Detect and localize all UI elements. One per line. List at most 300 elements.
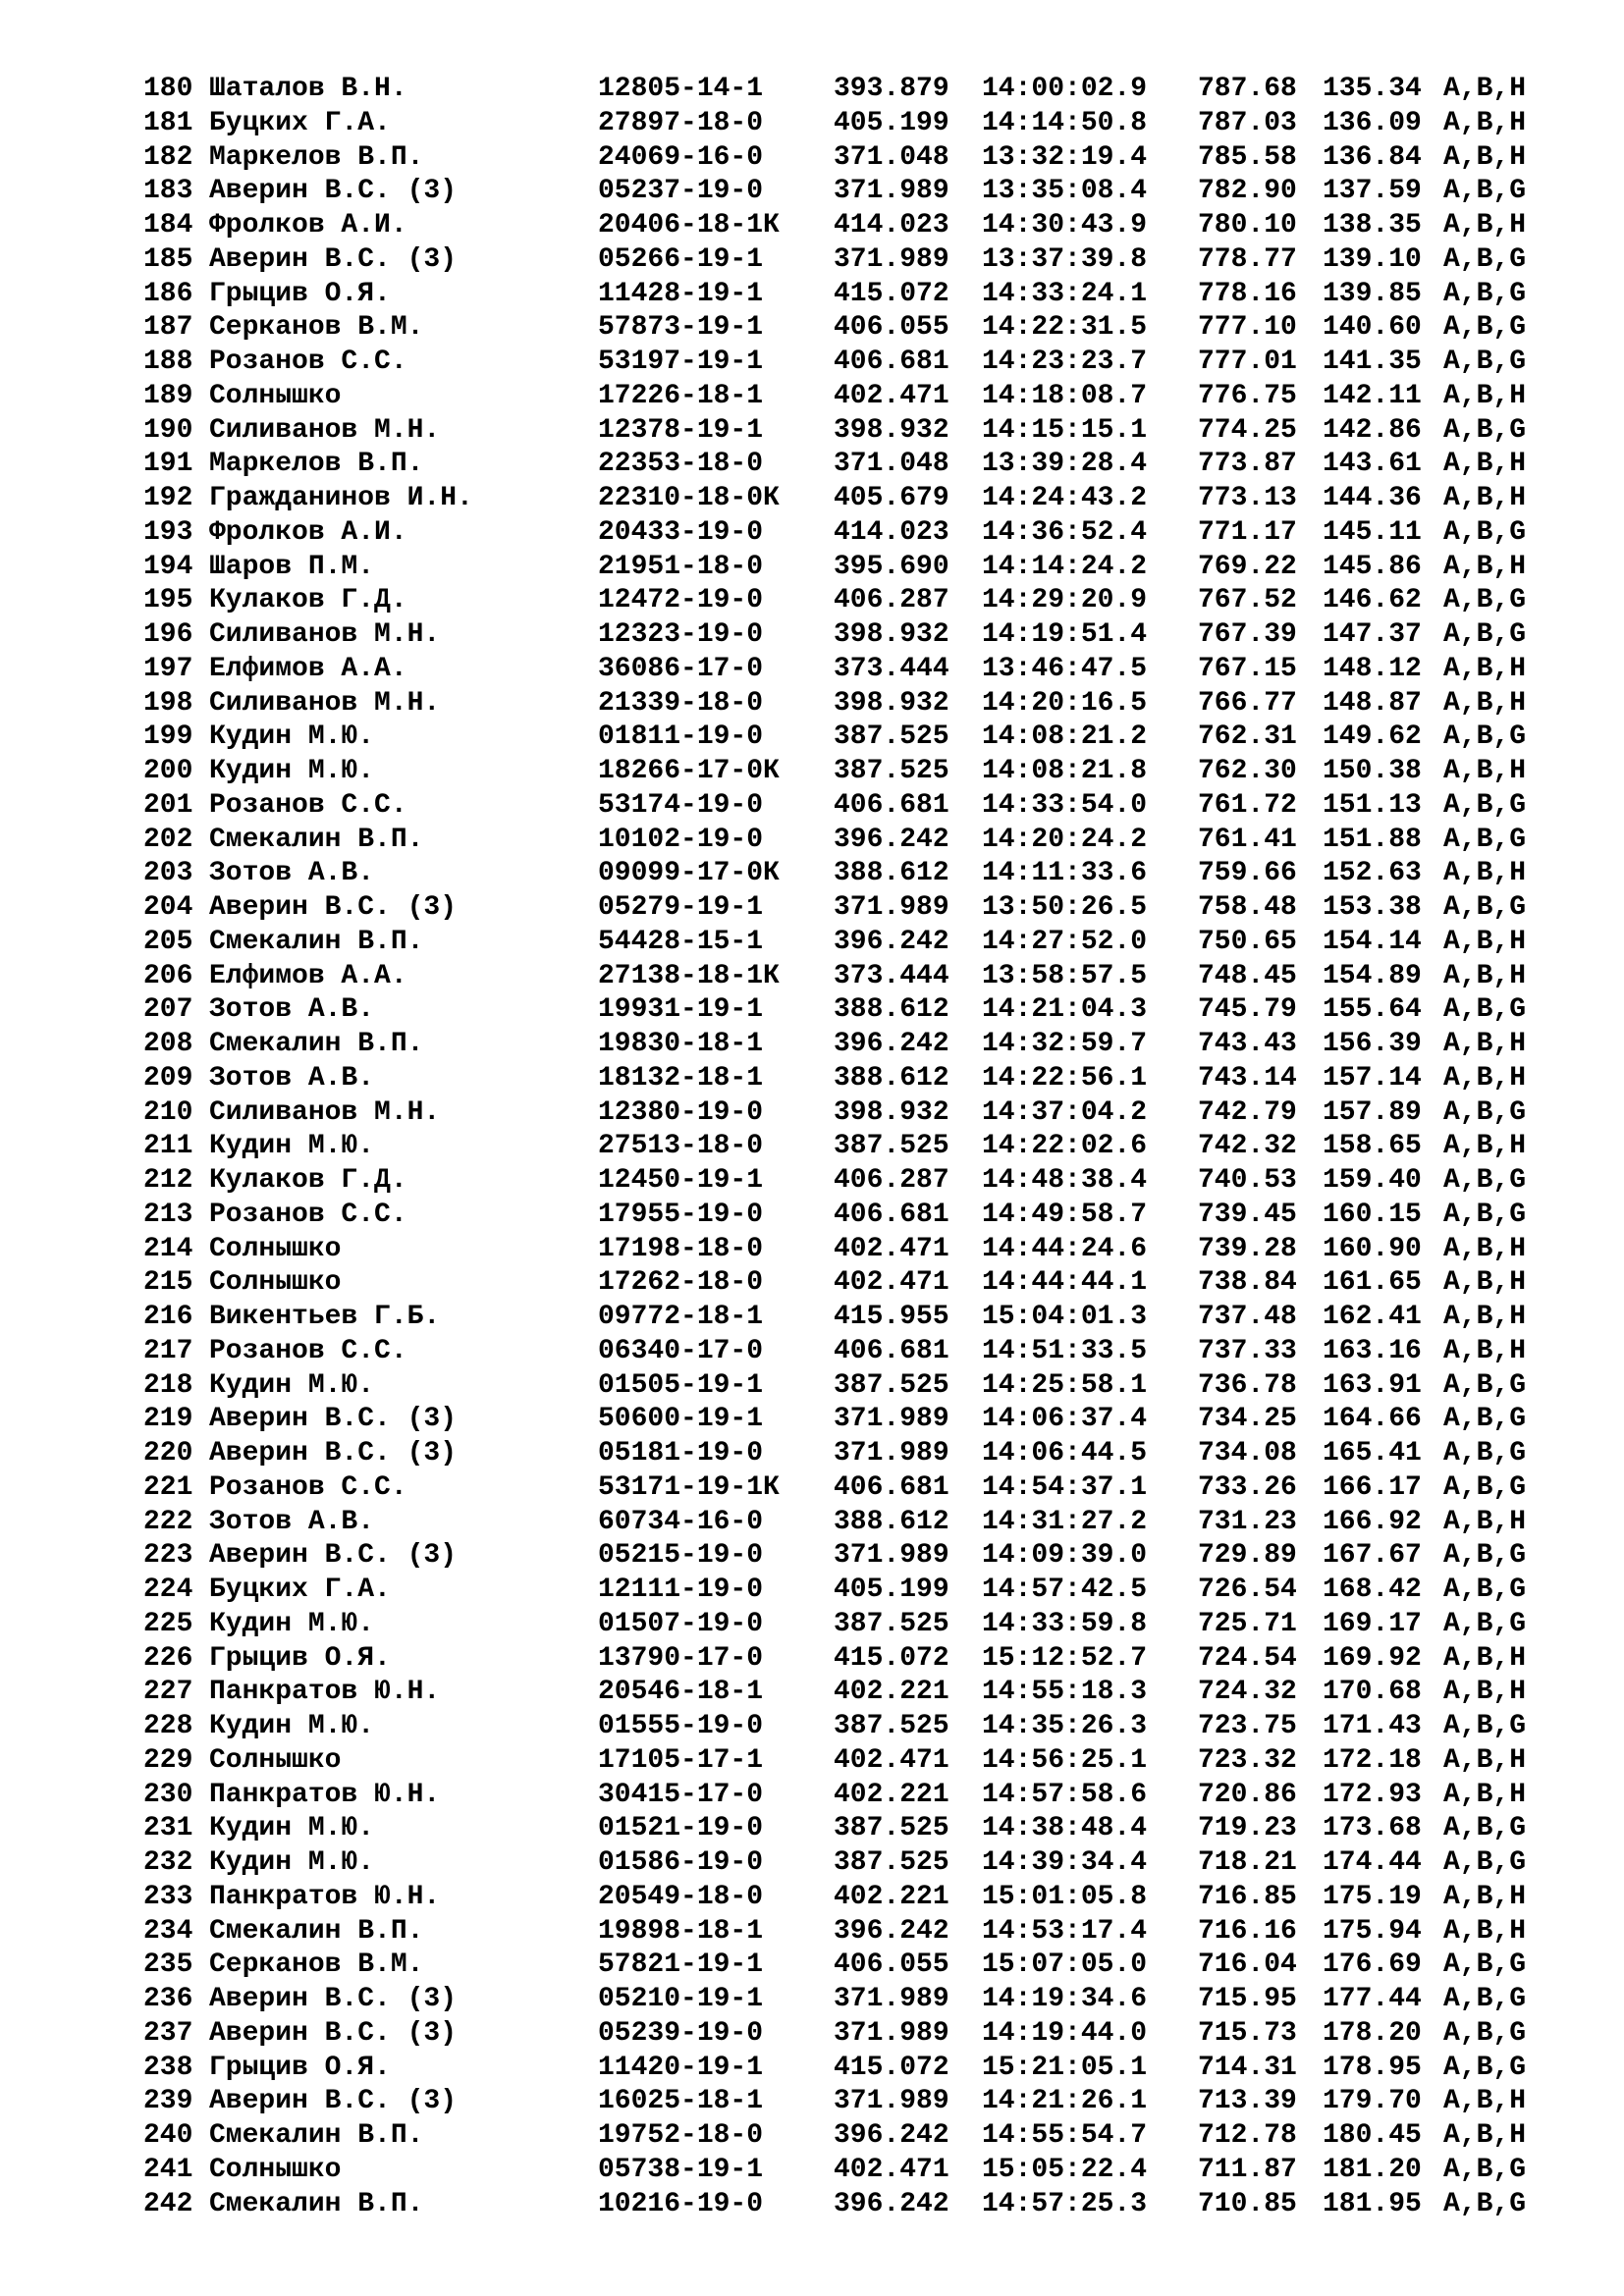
- place-cell: 240: [143, 2120, 193, 2151]
- arrival-time-cell: 15:12:52.7: [982, 1642, 1148, 1674]
- arrival-time-cell: 14:22:02.6: [982, 1131, 1148, 1162]
- table-row: [143, 1266, 1526, 1301]
- participant-name-cell: Кудин М.Ю.: [209, 1608, 375, 1639]
- table-row: [143, 2119, 1526, 2154]
- place-cell: 205: [143, 926, 193, 957]
- ring-number-cell: 05738-19-1: [598, 2154, 764, 2185]
- table-row: [143, 551, 1526, 585]
- groups-cell: A,B,H: [1443, 653, 1527, 684]
- speed-cell: 737.48: [1198, 1302, 1297, 1332]
- coefficient-cell: 148.87: [1323, 687, 1422, 719]
- arrival-time-cell: 13:58:57.5: [982, 960, 1148, 991]
- participant-name-cell: Грыцив О.Я.: [209, 1642, 391, 1674]
- distance-cell: 405.199: [834, 1575, 949, 1605]
- arrival-time-cell: 14:55:18.3: [982, 1677, 1148, 1708]
- arrival-time-cell: 14:25:58.1: [982, 1369, 1148, 1401]
- coefficient-cell: 159.40: [1323, 1165, 1422, 1196]
- groups-cell: A,B,G: [1443, 176, 1527, 207]
- ring-number-cell: 19830-18-1: [598, 1029, 764, 1059]
- distance-cell: 387.525: [834, 1847, 949, 1878]
- ring-number-cell: 19931-19-1: [598, 994, 764, 1026]
- groups-cell: A,B,H: [1443, 756, 1527, 786]
- coefficient-cell: 170.68: [1323, 1677, 1422, 1708]
- participant-name-cell: Буцких Г.А.: [209, 1575, 391, 1605]
- arrival-time-cell: 14:33:54.0: [982, 789, 1148, 821]
- place-cell: 227: [143, 1677, 193, 1708]
- place-cell: 223: [143, 1540, 193, 1572]
- arrival-time-cell: 14:57:58.6: [982, 1779, 1148, 1810]
- participant-name-cell: Кулаков Г.Д.: [209, 1165, 407, 1196]
- participant-name-cell: Кудин М.Ю.: [209, 1847, 375, 1878]
- arrival-time-cell: 14:56:25.1: [982, 1744, 1148, 1776]
- ring-number-cell: 24069-16-0: [598, 141, 764, 173]
- participant-name-cell: Аверин В.С. (3): [209, 2086, 458, 2117]
- distance-cell: 402.471: [834, 2154, 949, 2185]
- results-table: [143, 73, 1526, 2221]
- distance-cell: 398.932: [834, 414, 949, 446]
- ring-number-cell: 17198-18-0: [598, 1233, 764, 1264]
- ring-number-cell: 20433-19-0: [598, 516, 764, 548]
- distance-cell: 387.525: [834, 721, 949, 753]
- distance-cell: 398.932: [834, 619, 949, 650]
- ring-number-cell: 53174-19-0: [598, 789, 764, 821]
- participant-name-cell: Кудин М.Ю.: [209, 1131, 375, 1162]
- speed-cell: 714.31: [1198, 2052, 1297, 2083]
- groups-cell: A,B,H: [1443, 1302, 1527, 1332]
- participant-name-cell: Аверин В.С. (3): [209, 1404, 458, 1435]
- distance-cell: 406.055: [834, 1949, 949, 1981]
- speed-cell: 724.54: [1198, 1642, 1297, 1674]
- arrival-time-cell: 14:08:21.8: [982, 756, 1148, 786]
- table-row: [143, 1574, 1526, 1608]
- ring-number-cell: 57873-19-1: [598, 312, 764, 344]
- participant-name-cell: Панкратов Ю.Н.: [209, 1881, 441, 1912]
- table-row: [143, 1471, 1526, 1506]
- ring-number-cell: 05237-19-0: [598, 176, 764, 207]
- participant-name-cell: Грыцив О.Я.: [209, 278, 391, 309]
- distance-cell: 387.525: [834, 1813, 949, 1844]
- table-row: [143, 1710, 1526, 1744]
- groups-cell: A,B,H: [1443, 551, 1527, 582]
- arrival-time-cell: 14:19:44.0: [982, 2017, 1148, 2049]
- table-row: [143, 516, 1526, 551]
- place-cell: 206: [143, 960, 193, 991]
- groups-cell: A,B,G: [1443, 1540, 1527, 1572]
- distance-cell: 387.525: [834, 756, 949, 786]
- arrival-time-cell: 13:46:47.5: [982, 653, 1148, 684]
- table-row: [143, 687, 1526, 721]
- table-row: [143, 1403, 1526, 1437]
- participant-name-cell: Елфимов А.А.: [209, 653, 407, 684]
- table-row: [143, 1096, 1526, 1131]
- speed-cell: 723.75: [1198, 1711, 1297, 1741]
- groups-cell: A,B,G: [1443, 1369, 1527, 1401]
- distance-cell: 387.525: [834, 1369, 949, 1401]
- groups-cell: A,B,G: [1443, 1471, 1527, 1503]
- place-cell: 213: [143, 1199, 193, 1230]
- distance-cell: 402.221: [834, 1881, 949, 1912]
- groups-cell: A,B,G: [1443, 2154, 1527, 2185]
- ring-number-cell: 05266-19-1: [598, 243, 764, 275]
- arrival-time-cell: 14:33:24.1: [982, 278, 1148, 309]
- groups-cell: A,B,G: [1443, 789, 1527, 821]
- distance-cell: 396.242: [834, 2188, 949, 2219]
- participant-name-cell: Шаров П.М.: [209, 551, 375, 582]
- table-row: [143, 891, 1526, 926]
- ring-number-cell: 12323-19-0: [598, 619, 764, 650]
- participant-name-cell: Солнышко: [209, 380, 342, 411]
- table-row: [143, 1062, 1526, 1096]
- ring-number-cell: 10102-19-0: [598, 824, 764, 855]
- coefficient-cell: 181.20: [1323, 2154, 1422, 2185]
- table-row: [143, 721, 1526, 755]
- coefficient-cell: 174.44: [1323, 1847, 1422, 1878]
- distance-cell: 371.989: [834, 2086, 949, 2117]
- arrival-time-cell: 15:01:05.8: [982, 1881, 1148, 1912]
- table-row: [143, 311, 1526, 346]
- arrival-time-cell: 14:27:52.0: [982, 926, 1148, 957]
- table-row: [143, 1130, 1526, 1164]
- participant-name-cell: Кулаков Г.Д.: [209, 585, 407, 616]
- coefficient-cell: 163.91: [1323, 1369, 1422, 1401]
- ring-number-cell: 60734-16-0: [598, 1506, 764, 1537]
- ring-number-cell: 27897-18-0: [598, 107, 764, 138]
- table-row: [143, 926, 1526, 960]
- place-cell: 236: [143, 1984, 193, 2014]
- ring-number-cell: 01521-19-0: [598, 1813, 764, 1844]
- participant-name-cell: Буцких Г.А.: [209, 107, 391, 138]
- groups-cell: A,B,G: [1443, 2188, 1527, 2219]
- groups-cell: A,B,H: [1443, 1744, 1527, 1776]
- table-row: [143, 107, 1526, 141]
- place-cell: 180: [143, 74, 193, 104]
- table-row: [143, 584, 1526, 618]
- distance-cell: 402.471: [834, 1233, 949, 1264]
- ring-number-cell: 54428-15-1: [598, 926, 764, 957]
- ring-number-cell: 05239-19-0: [598, 2017, 764, 2049]
- speed-cell: 745.79: [1198, 994, 1297, 1026]
- coefficient-cell: 169.92: [1323, 1642, 1422, 1674]
- speed-cell: 734.25: [1198, 1404, 1297, 1435]
- place-cell: 183: [143, 176, 193, 207]
- place-cell: 189: [143, 380, 193, 411]
- speed-cell: 762.30: [1198, 756, 1297, 786]
- speed-cell: 743.14: [1198, 1062, 1297, 1094]
- speed-cell: 733.26: [1198, 1471, 1297, 1503]
- speed-cell: 748.45: [1198, 960, 1297, 991]
- participant-name-cell: Панкратов Ю.Н.: [209, 1677, 441, 1708]
- place-cell: 218: [143, 1369, 193, 1401]
- participant-name-cell: Кудин М.Ю.: [209, 1813, 375, 1844]
- ring-number-cell: 19898-18-1: [598, 1915, 764, 1947]
- coefficient-cell: 180.45: [1323, 2120, 1422, 2151]
- participant-name-cell: Панкратов Ю.Н.: [209, 1779, 441, 1810]
- table-row: [143, 618, 1526, 653]
- arrival-time-cell: 14:31:27.2: [982, 1506, 1148, 1537]
- distance-cell: 387.525: [834, 1608, 949, 1639]
- table-row: [143, 175, 1526, 209]
- participant-name-cell: Аверин В.С. (3): [209, 176, 458, 207]
- place-cell: 209: [143, 1062, 193, 1094]
- groups-cell: A,B,H: [1443, 74, 1527, 104]
- ring-number-cell: 27513-18-0: [598, 1131, 764, 1162]
- speed-cell: 774.25: [1198, 414, 1297, 446]
- coefficient-cell: 179.70: [1323, 2086, 1422, 2117]
- participant-name-cell: Викентьев Г.Б.: [209, 1302, 441, 1332]
- speed-cell: 773.13: [1198, 483, 1297, 513]
- arrival-time-cell: 14:14:24.2: [982, 551, 1148, 582]
- participant-name-cell: Зотов А.В.: [209, 994, 375, 1026]
- coefficient-cell: 151.88: [1323, 824, 1422, 855]
- distance-cell: 371.048: [834, 141, 949, 173]
- participant-name-cell: Смекалин В.П.: [209, 1029, 424, 1059]
- coefficient-cell: 144.36: [1323, 483, 1422, 513]
- place-cell: 211: [143, 1131, 193, 1162]
- speed-cell: 726.54: [1198, 1575, 1297, 1605]
- place-cell: 229: [143, 1744, 193, 1776]
- speed-cell: 777.01: [1198, 347, 1297, 377]
- table-row: [143, 1744, 1526, 1779]
- table-row: [143, 1506, 1526, 1540]
- table-row: [143, 2085, 1526, 2119]
- coefficient-cell: 169.17: [1323, 1608, 1422, 1639]
- coefficient-cell: 168.42: [1323, 1575, 1422, 1605]
- coefficient-cell: 173.68: [1323, 1813, 1422, 1844]
- place-cell: 232: [143, 1847, 193, 1878]
- distance-cell: 406.681: [834, 1335, 949, 1366]
- coefficient-cell: 147.37: [1323, 619, 1422, 650]
- table-row: [143, 1164, 1526, 1199]
- arrival-time-cell: 14:19:34.6: [982, 1984, 1148, 2014]
- place-cell: 234: [143, 1915, 193, 1947]
- arrival-time-cell: 15:07:05.0: [982, 1949, 1148, 1981]
- groups-cell: A,B,H: [1443, 1062, 1527, 1094]
- coefficient-cell: 146.62: [1323, 585, 1422, 616]
- groups-cell: A,B,H: [1443, 141, 1527, 173]
- place-cell: 184: [143, 210, 193, 240]
- coefficient-cell: 139.10: [1323, 243, 1422, 275]
- place-cell: 193: [143, 516, 193, 548]
- speed-cell: 767.15: [1198, 653, 1297, 684]
- participant-name-cell: Силиванов М.Н.: [209, 1096, 441, 1128]
- arrival-time-cell: 14:06:44.5: [982, 1438, 1148, 1468]
- ring-number-cell: 18132-18-1: [598, 1062, 764, 1094]
- coefficient-cell: 149.62: [1323, 721, 1422, 753]
- arrival-time-cell: 14:36:52.4: [982, 516, 1148, 548]
- speed-cell: 782.90: [1198, 176, 1297, 207]
- table-row: [143, 414, 1526, 449]
- participant-name-cell: Грыцив О.Я.: [209, 2052, 391, 2083]
- speed-cell: 785.58: [1198, 141, 1297, 173]
- coefficient-cell: 137.59: [1323, 176, 1422, 207]
- place-cell: 239: [143, 2086, 193, 2117]
- groups-cell: A,B,H: [1443, 1915, 1527, 1947]
- place-cell: 235: [143, 1949, 193, 1981]
- speed-cell: 758.48: [1198, 892, 1297, 923]
- arrival-time-cell: 14:09:39.0: [982, 1540, 1148, 1572]
- speed-cell: 710.85: [1198, 2188, 1297, 2219]
- participant-name-cell: Серканов В.М.: [209, 312, 424, 344]
- coefficient-cell: 175.19: [1323, 1881, 1422, 1912]
- table-row: [143, 2017, 1526, 2052]
- arrival-time-cell: 14:53:17.4: [982, 1915, 1148, 1947]
- arrival-time-cell: 14:21:04.3: [982, 994, 1148, 1026]
- ring-number-cell: 50600-19-1: [598, 1404, 764, 1435]
- table-row: [143, 1335, 1526, 1369]
- ring-number-cell: 19752-18-0: [598, 2120, 764, 2151]
- groups-cell: A,B,H: [1443, 210, 1527, 240]
- groups-cell: A,B,H: [1443, 687, 1527, 719]
- coefficient-cell: 157.89: [1323, 1096, 1422, 1128]
- ring-number-cell: 16025-18-1: [598, 2086, 764, 2117]
- distance-cell: 393.879: [834, 74, 949, 104]
- distance-cell: 415.072: [834, 2052, 949, 2083]
- table-row: [143, 789, 1526, 824]
- participant-name-cell: Силиванов М.Н.: [209, 414, 441, 446]
- groups-cell: A,B,H: [1443, 483, 1527, 513]
- ring-number-cell: 05279-19-1: [598, 892, 764, 923]
- ring-number-cell: 11420-19-1: [598, 2052, 764, 2083]
- ring-number-cell: 05215-19-0: [598, 1540, 764, 1572]
- participant-name-cell: Кудин М.Ю.: [209, 756, 375, 786]
- groups-cell: A,B,H: [1443, 1779, 1527, 1810]
- coefficient-cell: 172.93: [1323, 1779, 1422, 1810]
- coefficient-cell: 176.69: [1323, 1949, 1422, 1981]
- table-row: [143, 1608, 1526, 1642]
- table-row: [143, 73, 1526, 107]
- speed-cell: 719.23: [1198, 1813, 1297, 1844]
- coefficient-cell: 175.94: [1323, 1915, 1422, 1947]
- coefficient-cell: 166.92: [1323, 1506, 1422, 1537]
- place-cell: 195: [143, 585, 193, 616]
- ring-number-cell: 53197-19-1: [598, 347, 764, 377]
- place-cell: 230: [143, 1779, 193, 1810]
- groups-cell: A,B,G: [1443, 1199, 1527, 1230]
- arrival-time-cell: 14:37:04.2: [982, 1096, 1148, 1128]
- speed-cell: 739.28: [1198, 1233, 1297, 1264]
- distance-cell: 406.287: [834, 1165, 949, 1196]
- arrival-time-cell: 14:55:54.7: [982, 2120, 1148, 2151]
- place-cell: 210: [143, 1096, 193, 1128]
- groups-cell: A,B,G: [1443, 1984, 1527, 2014]
- groups-cell: A,B,H: [1443, 1029, 1527, 1059]
- ring-number-cell: 21951-18-0: [598, 551, 764, 582]
- table-row: [143, 2188, 1526, 2222]
- arrival-time-cell: 14:33:59.8: [982, 1608, 1148, 1639]
- table-row: [143, 755, 1526, 789]
- distance-cell: 398.932: [834, 1096, 949, 1128]
- distance-cell: 371.989: [834, 176, 949, 207]
- table-row: [143, 1301, 1526, 1335]
- coefficient-cell: 140.60: [1323, 312, 1422, 344]
- ring-number-cell: 30415-17-0: [598, 1779, 764, 1810]
- arrival-time-cell: 14:30:43.9: [982, 210, 1148, 240]
- ring-number-cell: 11428-19-1: [598, 278, 764, 309]
- speed-cell: 742.79: [1198, 1096, 1297, 1128]
- table-row: [143, 960, 1526, 994]
- distance-cell: 402.471: [834, 380, 949, 411]
- distance-cell: 402.471: [834, 1744, 949, 1776]
- speed-cell: 712.78: [1198, 2120, 1297, 2151]
- speed-cell: 731.23: [1198, 1506, 1297, 1537]
- distance-cell: 371.989: [834, 2017, 949, 2049]
- distance-cell: 405.199: [834, 107, 949, 138]
- groups-cell: A,B,G: [1443, 1575, 1527, 1605]
- speed-cell: 716.85: [1198, 1881, 1297, 1912]
- coefficient-cell: 165.41: [1323, 1438, 1422, 1468]
- ring-number-cell: 17262-18-0: [598, 1267, 764, 1299]
- participant-name-cell: Зотов А.В.: [209, 1506, 375, 1537]
- arrival-time-cell: 13:39:28.4: [982, 449, 1148, 480]
- coefficient-cell: 148.12: [1323, 653, 1422, 684]
- place-cell: 216: [143, 1302, 193, 1332]
- groups-cell: A,B,G: [1443, 892, 1527, 923]
- speed-cell: 734.08: [1198, 1438, 1297, 1468]
- place-cell: 222: [143, 1506, 193, 1537]
- speed-cell: 750.65: [1198, 926, 1297, 957]
- participant-name-cell: Смекалин В.П.: [209, 2120, 424, 2151]
- place-cell: 203: [143, 858, 193, 889]
- groups-cell: A,B,G: [1443, 2052, 1527, 2083]
- groups-cell: A,B,G: [1443, 824, 1527, 855]
- participant-name-cell: Розанов С.С.: [209, 1335, 407, 1366]
- distance-cell: 415.072: [834, 278, 949, 309]
- table-row: [143, 380, 1526, 414]
- speed-cell: 767.39: [1198, 619, 1297, 650]
- arrival-time-cell: 14:57:25.3: [982, 2188, 1148, 2219]
- participant-name-cell: Маркелов В.П.: [209, 449, 424, 480]
- coefficient-cell: 152.63: [1323, 858, 1422, 889]
- participant-name-cell: Солнышко: [209, 1267, 342, 1299]
- table-row: [143, 1676, 1526, 1710]
- place-cell: 181: [143, 107, 193, 138]
- participant-name-cell: Смекалин В.П.: [209, 824, 424, 855]
- speed-cell: 766.77: [1198, 687, 1297, 719]
- speed-cell: 737.33: [1198, 1335, 1297, 1366]
- groups-cell: A,B,H: [1443, 1131, 1527, 1162]
- ring-number-cell: 05181-19-0: [598, 1438, 764, 1468]
- participant-name-cell: Розанов С.С.: [209, 1471, 407, 1503]
- ring-number-cell: 17955-19-0: [598, 1199, 764, 1230]
- distance-cell: 371.989: [834, 1438, 949, 1468]
- place-cell: 190: [143, 414, 193, 446]
- table-row: [143, 141, 1526, 176]
- groups-cell: A,B,H: [1443, 2086, 1527, 2117]
- groups-cell: A,B,H: [1443, 1506, 1527, 1537]
- ring-number-cell: 17105-17-1: [598, 1744, 764, 1776]
- coefficient-cell: 145.86: [1323, 551, 1422, 582]
- arrival-time-cell: 14:35:26.3: [982, 1711, 1148, 1741]
- ring-number-cell: 17226-18-1: [598, 380, 764, 411]
- coefficient-cell: 156.39: [1323, 1029, 1422, 1059]
- ring-number-cell: 06340-17-0: [598, 1335, 764, 1366]
- distance-cell: 371.048: [834, 449, 949, 480]
- distance-cell: 387.525: [834, 1131, 949, 1162]
- place-cell: 192: [143, 483, 193, 513]
- speed-cell: 742.32: [1198, 1131, 1297, 1162]
- arrival-time-cell: 13:50:26.5: [982, 892, 1148, 923]
- ring-number-cell: 12380-19-0: [598, 1096, 764, 1128]
- speed-cell: 715.95: [1198, 1984, 1297, 2014]
- participant-name-cell: Шаталов В.Н.: [209, 74, 407, 104]
- groups-cell: A,B,G: [1443, 1711, 1527, 1741]
- coefficient-cell: 158.65: [1323, 1131, 1422, 1162]
- place-cell: 204: [143, 892, 193, 923]
- groups-cell: A,B,H: [1443, 380, 1527, 411]
- ring-number-cell: 53171-19-1К: [598, 1471, 780, 1503]
- ring-number-cell: 57821-19-1: [598, 1949, 764, 1981]
- arrival-time-cell: 13:35:08.4: [982, 176, 1148, 207]
